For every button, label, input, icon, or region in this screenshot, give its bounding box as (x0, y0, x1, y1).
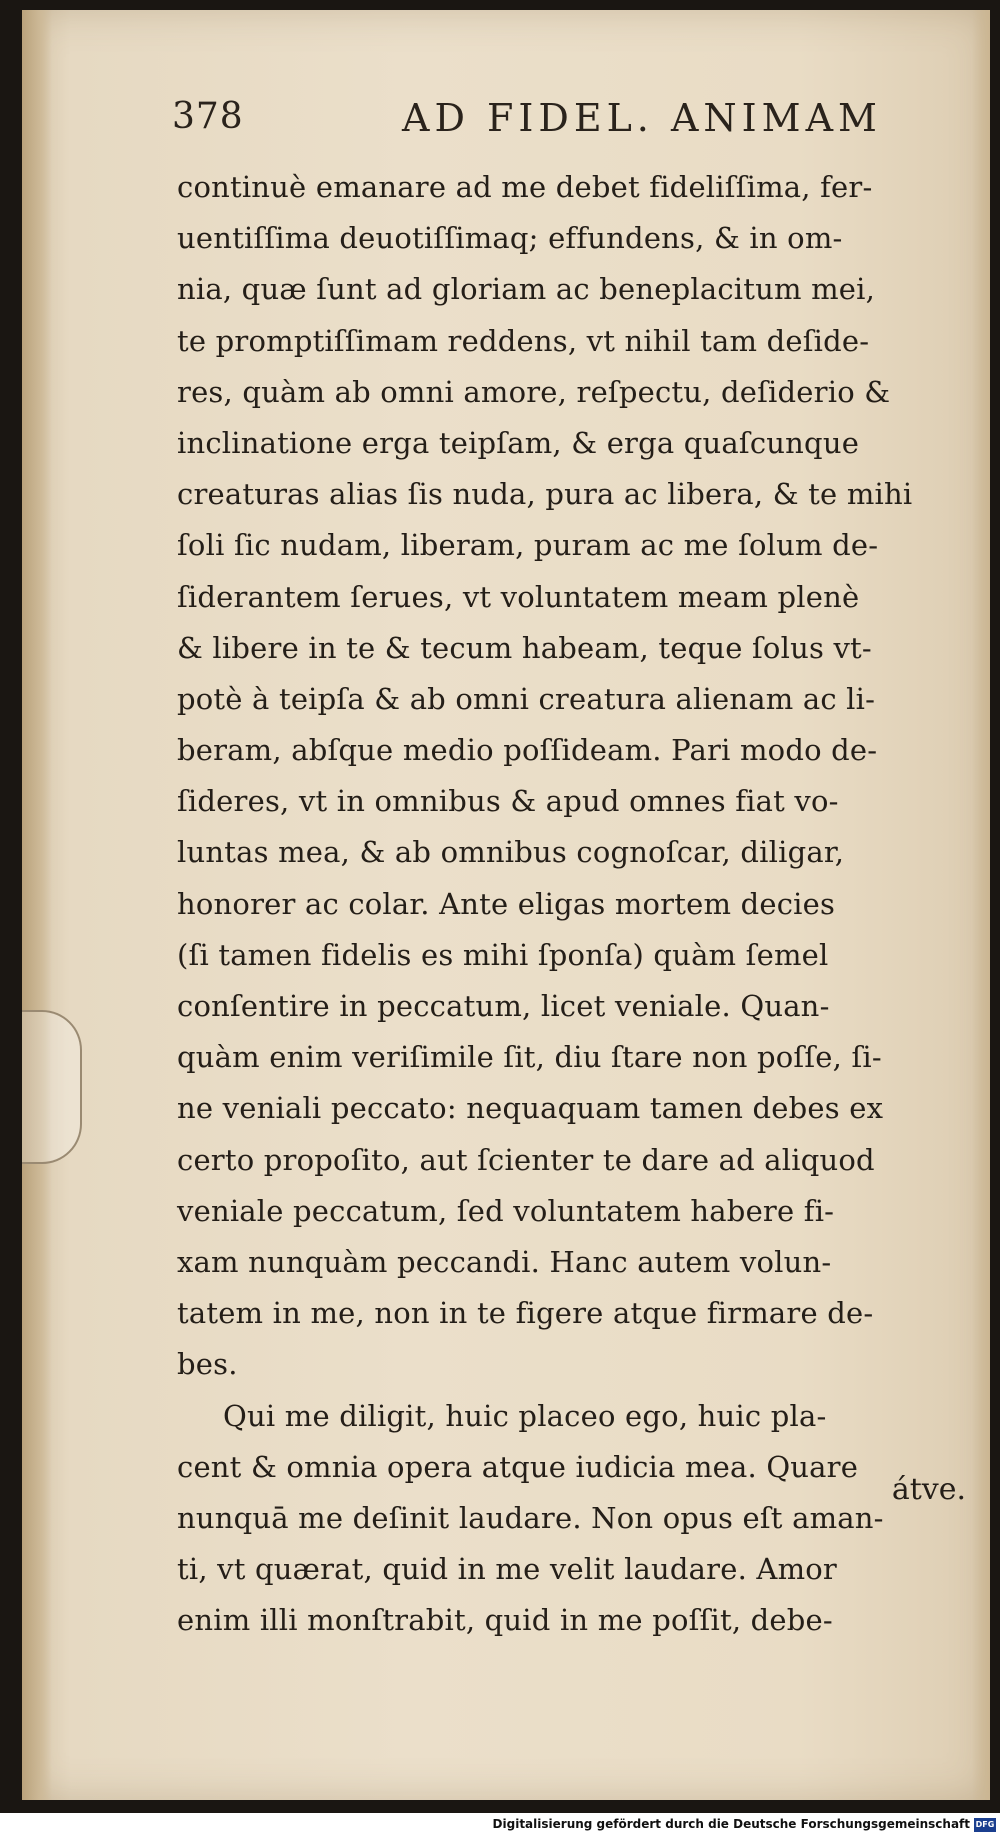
text-line: ſideres, vt in omnibus & apud omnes fiat vo- (177, 784, 839, 819)
text-line: veniale peccatum, ſed voluntatem habere fi- (177, 1193, 835, 1228)
running-head-title: AD FIDEL. ANIMAM (402, 96, 882, 140)
body-text (177, 162, 1000, 1646)
text-line: ſiderantem ſerues, vt voluntatem meam plenè (177, 579, 860, 614)
text-line: uentiſſima deuotiſſimaq; effundens, & in om- (177, 221, 843, 256)
text-line: luntas mea, & ab omnibus cognoſcar, diligar, (177, 835, 845, 870)
text-line: honorer ac colar. Ante eligas mortem decies (177, 886, 836, 921)
book-page (22, 10, 990, 1800)
digitization-footer (0, 1813, 1000, 1839)
text-line: res, quàm ab omni amore, reſpectu, deſiderio & (177, 374, 891, 409)
page-number: 378 (172, 96, 244, 137)
text-line: conſentire in peccatum, licet veniale. Quan- (177, 989, 830, 1023)
dfg-logo-icon: DFG (974, 1818, 996, 1832)
text-line: ti, vt quærat, quid in me velit laudare. Amor (177, 1552, 837, 1587)
page-clip (22, 1010, 82, 1164)
text-line: continuè emanare ad me debet fideliſſima, fer- (177, 170, 873, 204)
running-head (172, 96, 992, 156)
funding-credit: Digitalisierung gefördert durch die Deutsche Forschungsgemeinschaft (492, 1817, 970, 1831)
text-line: (ſi tamen fidelis es mihi ſponſa) quàm ſemel (177, 937, 829, 972)
text-line: enim illi monſtrabit, quid in me poſſit, debe- (177, 1603, 833, 1638)
text-line: inclinatione erga teipſam, & erga quaſcunque (177, 425, 860, 460)
text-line: ſoli ſic nudam, liberam, puram ac me ſolum de- (177, 528, 879, 563)
text-line: te promptiſſimam reddens, vt nihil tam deſide- (177, 323, 870, 358)
page-gutter-shadow (22, 10, 52, 1800)
catchword: átve. (891, 1472, 966, 1507)
text-line: potè à teipſa & ab omni creatura alienam ac li- (177, 681, 876, 716)
text-line: quàm enim veriſimile ſit, diu ſtare non poſſe, ſi- (177, 1040, 882, 1075)
text-line: cent & omnia opera atque iudicia mea. Quare (177, 1449, 859, 1484)
text-line: certo propoſito, aut ſcienter te dare ad aliquod (177, 1142, 875, 1177)
text-line: ne veniali peccato: nequaquam tamen debes ex (177, 1091, 884, 1126)
text-line: creaturas alias ſis nuda, pura ac libera, & te mihi (177, 477, 913, 512)
text-line: nia, quæ ſunt ad gloriam ac beneplacitum mei, (177, 272, 876, 307)
text-line: beram, abſque medio poſſideam. Pari modo de- (177, 733, 878, 768)
text-line: & libere in te & tecum habeam, teque ſolus vt- (177, 630, 872, 665)
text-line: xam nunquàm peccandi. Hanc autem volun- (177, 1244, 832, 1279)
text-line: tatem in me, non in te figere atque firmare de- (177, 1296, 874, 1331)
text-line-paragraph-start: Qui me diligit, huic placeo ego, huic pla- (223, 1398, 827, 1433)
text-line: nunquā me deſinit laudare. Non opus eſt aman- (177, 1500, 884, 1535)
text-line: bes. (177, 1347, 238, 1382)
